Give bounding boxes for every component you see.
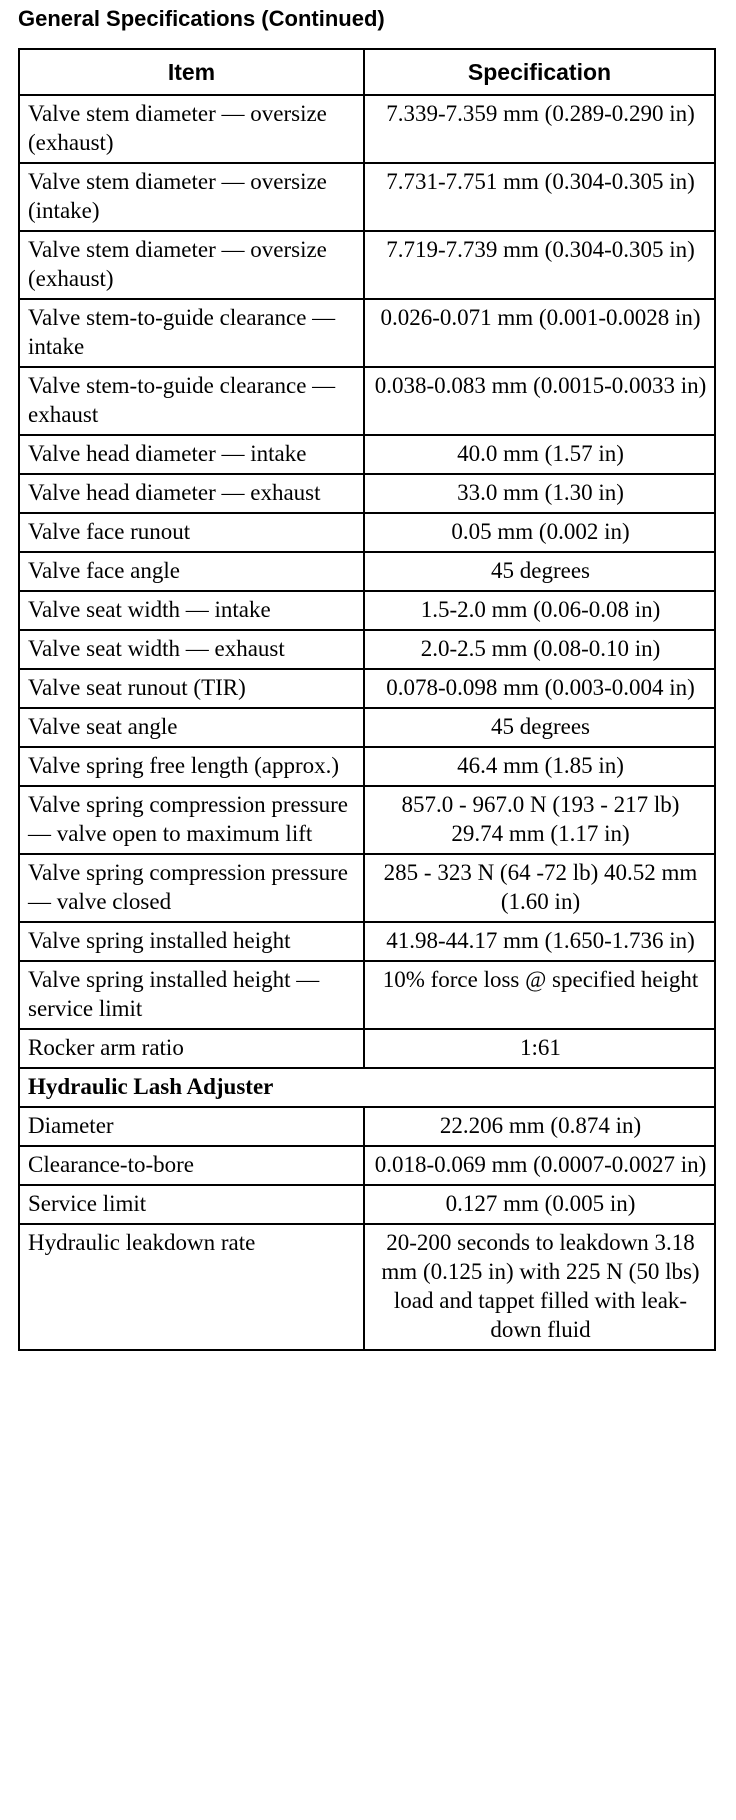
specification-cell: 1.5-2.0 mm (0.06-0.08 in) [364,591,715,630]
table-row [19,630,715,669]
section-title: Hydraulic Lash Adjuster [19,1068,715,1107]
table-row [19,163,715,231]
item-cell: Service limit [19,1185,364,1224]
specification-cell: 285 - 323 N (64 -72 lb) 40.52 mm (1.60 in) [364,854,715,922]
table-row [19,708,715,747]
table-row [19,922,715,961]
table-row [19,299,715,367]
specification-cell: 0.127 mm (0.005 in) [364,1185,715,1224]
item-cell: Clearance-to-bore [19,1146,364,1185]
specification-cell: 0.078-0.098 mm (0.003-0.004 in) [364,669,715,708]
specification-cell: 20-200 seconds to leakdown 3.18 mm (0.125 in) with 225 N (50 lbs) load and tappet filled with leak-down fluid [364,1224,715,1350]
section-header-row [19,1068,715,1107]
table-row [19,1107,715,1146]
page-title: General Specifications (Continued) [18,6,385,31]
item-cell: Diameter [19,1107,364,1146]
table-row [19,1224,715,1350]
specification-cell: 45 degrees [364,708,715,747]
specification-cell: 46.4 mm (1.85 in) [364,747,715,786]
specification-cell: 45 degrees [364,552,715,591]
item-column-header: Item [19,49,364,95]
item-cell: Valve spring free length (approx.) [19,747,364,786]
table-header-row [19,49,715,95]
specification-cell: 7.731-7.751 mm (0.304-0.305 in) [364,163,715,231]
table-row [19,591,715,630]
specification-cell: 2.0-2.5 mm (0.08-0.10 in) [364,630,715,669]
table-row [19,231,715,299]
specification-cell: 0.038-0.083 mm (0.0015-0.0033 in) [364,367,715,435]
item-cell: Valve head diameter — intake [19,435,364,474]
item-cell: Valve stem diameter — oversize (exhaust) [19,95,364,163]
specification-cell: 1:61 [364,1029,715,1068]
table-body [19,95,715,1068]
item-cell: Valve stem-to-guide clearance — intake [19,299,364,367]
item-cell: Valve face angle [19,552,364,591]
specification-cell: 22.206 mm (0.874 in) [364,1107,715,1146]
table-row [19,1029,715,1068]
table-row [19,474,715,513]
spec-table [18,48,716,1351]
specification-cell: 41.98-44.17 mm (1.650-1.736 in) [364,922,715,961]
item-cell: Valve head diameter — exhaust [19,474,364,513]
item-cell: Valve stem diameter — oversize (intake) [19,163,364,231]
table-row [19,1146,715,1185]
item-cell: Hydraulic leakdown rate [19,1224,364,1350]
table-row [19,552,715,591]
specification-cell: 857.0 - 967.0 N (193 - 217 lb) 29.74 mm (1.17 in) [364,786,715,854]
item-cell: Valve spring compression pressure — valve closed [19,854,364,922]
item-cell: Valve seat width — exhaust [19,630,364,669]
table-row [19,747,715,786]
specification-column-header: Specification [364,49,715,95]
hydraulic-lash-adjuster-section [19,1068,715,1350]
specification-cell: 7.719-7.739 mm (0.304-0.305 in) [364,231,715,299]
item-cell: Valve seat runout (TIR) [19,669,364,708]
item-cell: Rocker arm ratio [19,1029,364,1068]
specification-cell: 33.0 mm (1.30 in) [364,474,715,513]
table-row [19,435,715,474]
specification-cell: 40.0 mm (1.57 in) [364,435,715,474]
specification-cell: 0.018-0.069 mm (0.0007-0.0027 in) [364,1146,715,1185]
item-cell: Valve face runout [19,513,364,552]
specification-cell: 0.026-0.071 mm (0.001-0.0028 in) [364,299,715,367]
specification-cell: 0.05 mm (0.002 in) [364,513,715,552]
item-cell: Valve stem diameter — oversize (exhaust) [19,231,364,299]
item-cell: Valve seat angle [19,708,364,747]
item-cell: Valve spring compression pressure — valve open to maximum lift [19,786,364,854]
table-row [19,513,715,552]
table-row [19,669,715,708]
item-cell: Valve spring installed height [19,922,364,961]
specification-cell: 10% force loss @ specified height [364,961,715,1029]
table-row [19,1185,715,1224]
table-row [19,786,715,854]
specification-cell: 7.339-7.359 mm (0.289-0.290 in) [364,95,715,163]
item-cell: Valve stem-to-guide clearance — exhaust [19,367,364,435]
item-cell: Valve seat width — intake [19,591,364,630]
table-row [19,367,715,435]
table-row [19,95,715,163]
item-cell: Valve spring installed height — service limit [19,961,364,1029]
table-row [19,854,715,922]
table-row [19,961,715,1029]
